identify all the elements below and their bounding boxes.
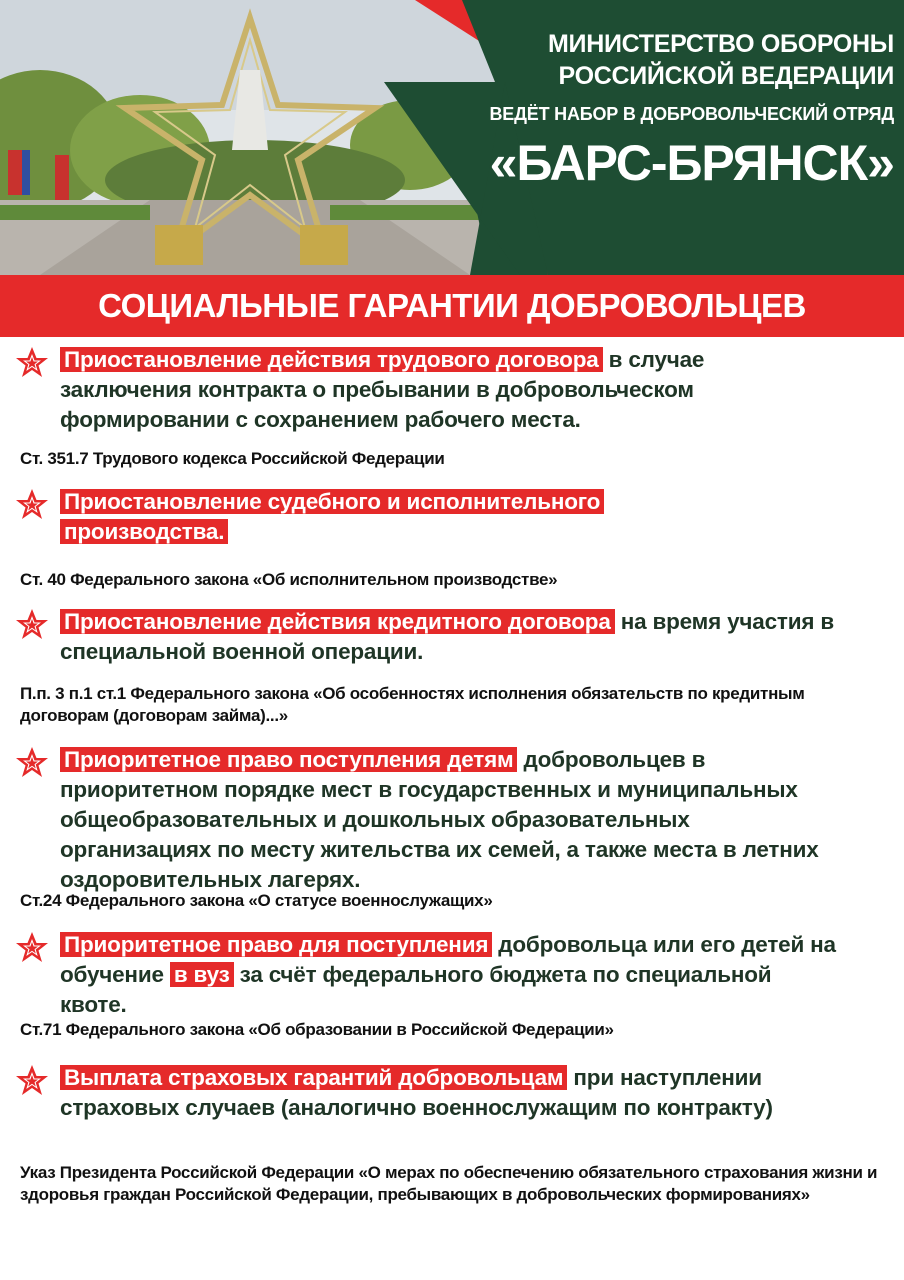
guarantee-body-2: за счёт федерального бюджета по специальной квоте. — [60, 962, 772, 1017]
guarantee-text — [60, 345, 840, 435]
highlight: Приостановление судебного и исполнительного производства. — [60, 489, 604, 544]
law-reference: Ст.24 Федерального закона «О статусе военнослужащих» — [20, 891, 493, 910]
highlight-university: в вуз — [170, 962, 234, 987]
guarantee-text — [60, 930, 840, 1020]
guarantee-body: при наступлении страховых случаев (аналогично военнослужащим по контракту) — [60, 1065, 773, 1120]
red-star-icon — [14, 345, 50, 381]
highlight: Приостановление действия кредитного договора — [60, 609, 615, 634]
guarantee-body: добровольцев в приоритетном порядке мест в государственных и муниципальных общеобразовательных и дошкольных образовательных организациях по месту жительства их семей, а также места в летних оздоровительных лагерях. — [60, 747, 819, 892]
guarantee-body: в случае заключения контракта о пребывании в добровольческом формировании с сохранением рабочего места. — [60, 347, 705, 432]
red-star-icon — [14, 1063, 50, 1099]
highlight: Приоритетное право для поступления — [60, 932, 492, 957]
ministry-line-1: МИНИСТЕРСТВО ОБОРОНЫ — [548, 30, 894, 58]
red-star-icon — [14, 607, 50, 643]
law-reference: П.п. 3 п.1 ст.1 Федерального закона «Об особенностях исполнения обязательств по кредитным договорам (договорам займа)...» — [20, 684, 805, 725]
highlight: Приоритетное право поступления детям — [60, 747, 517, 772]
unit-name: «БАРС-БРЯНСК» — [489, 135, 894, 191]
recruit-line: ВЕДЁТ НАБОР В ДОБРОВОЛЬЧЕСКИЙ ОТРЯД — [489, 104, 894, 124]
red-star-icon — [14, 930, 50, 966]
red-star-icon — [14, 745, 50, 781]
guarantee-text — [60, 1063, 840, 1123]
law-reference: Ст. 40 Федерального закона «Об исполнительном производстве» — [20, 570, 558, 589]
highlight: Приостановление действия трудового договора — [60, 347, 603, 372]
highlight: Выплата страховых гарантий добровольцам — [60, 1065, 567, 1090]
guarantee-body: добровольца или его детей на обучение — [60, 932, 836, 987]
section-banner: СОЦИАЛЬНЫЕ ГАРАНТИИ ДОБРОВОЛЬЦЕВ — [0, 275, 904, 337]
guarantee-text — [60, 487, 700, 547]
header — [0, 0, 904, 275]
law-reference: Ст. 351.7 Трудового кодекса Российской Федерации — [20, 449, 445, 468]
guarantee-text — [60, 745, 840, 895]
ministry-line-2: РОССИЙСКОЙ ВЕДЕРАЦИИ — [558, 62, 894, 90]
red-star-icon — [14, 487, 50, 523]
guarantee-body: на время участия в специальной военной операции. — [60, 609, 834, 664]
guarantee-text — [60, 607, 840, 667]
law-reference: Указ Президента Российской Федерации «О мерах по обеспечению обязательного страхования жизни и здоровья граждан Российской Федерации, пребывающих в добровольческих формированиях» — [20, 1163, 878, 1204]
law-reference: Ст.71 Федерального закона «Об образовании в Российской Федерации» — [20, 1020, 614, 1039]
title-block — [464, 28, 894, 191]
